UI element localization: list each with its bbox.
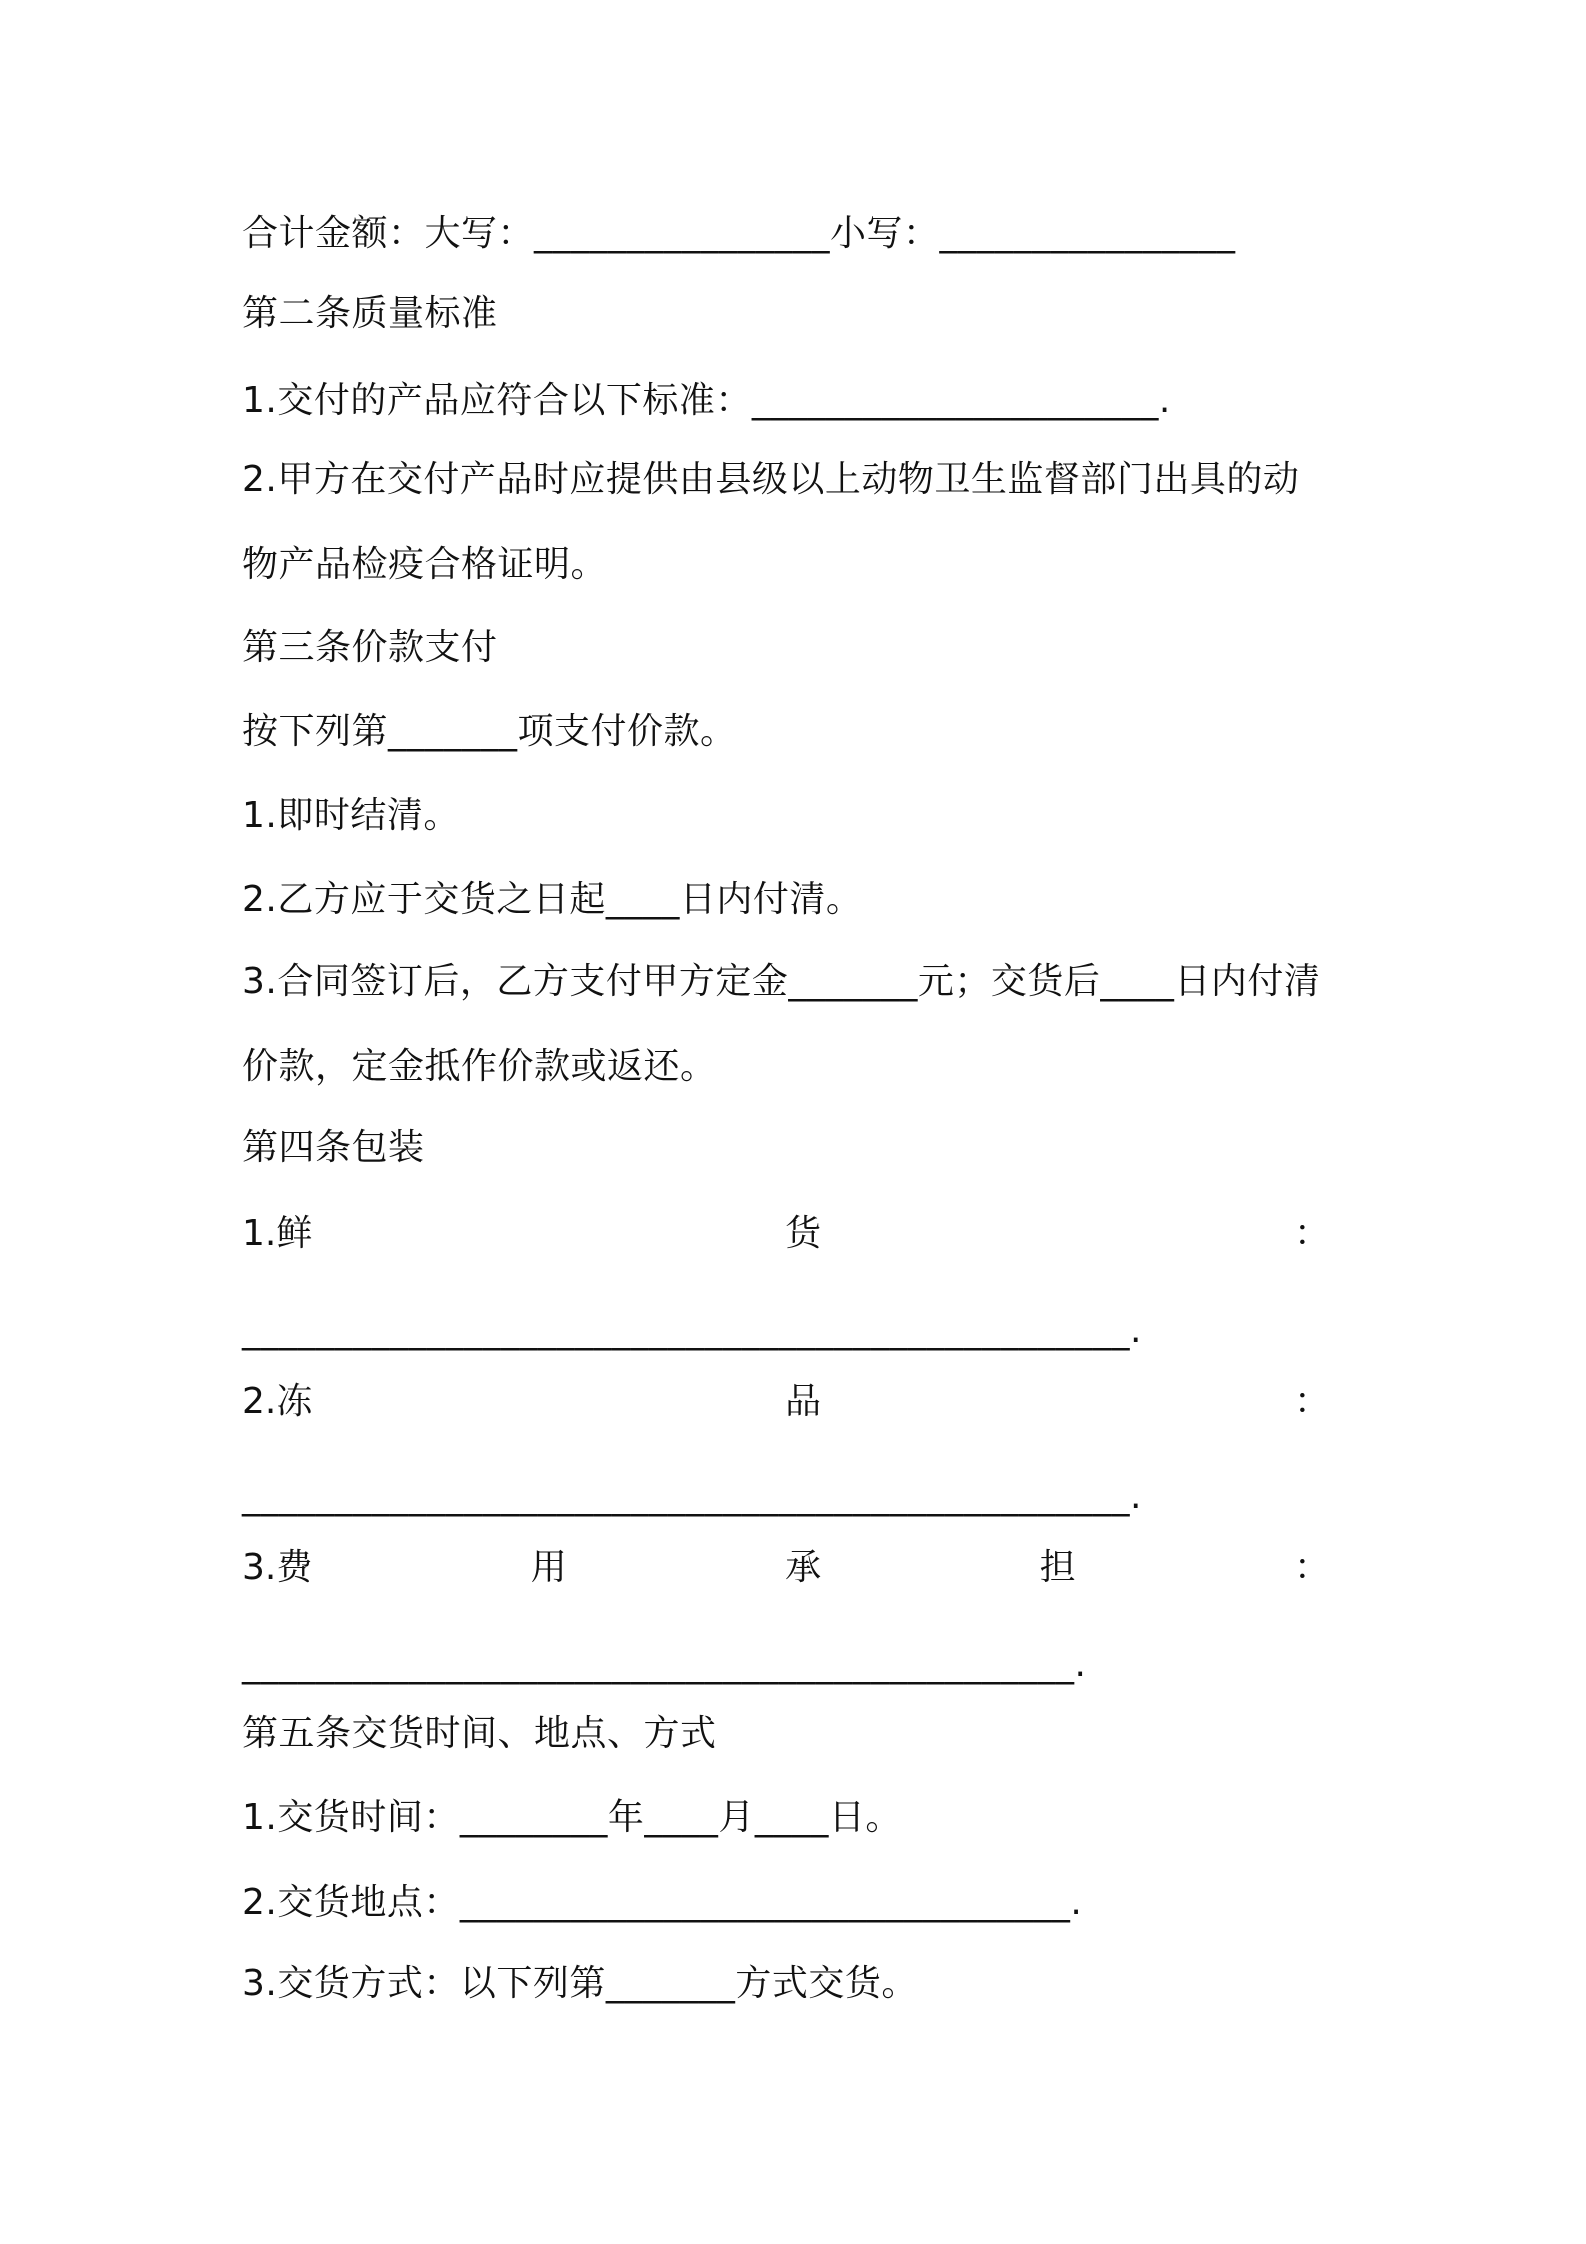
payment-item-3-line-1: 3.合同签订后，乙方支付甲方定金_______元；交货后____日内付清 bbox=[242, 961, 1321, 1002]
delivery-place-line: 2.交货地点：_________________________________. bbox=[242, 1882, 1083, 1923]
cost-bearing-label bbox=[242, 1544, 1330, 1592]
cost-bearing-blank: _____________________________________________. bbox=[242, 1644, 1087, 1685]
cost-bearing-part-3: 承 bbox=[785, 1547, 822, 1588]
article-4-heading: 第四条包装 bbox=[242, 1127, 425, 1168]
payment-item-1: 1.即时结清。 bbox=[242, 795, 460, 836]
total-amount-line: 合计金额：大写：________________小写：________________ bbox=[242, 213, 1236, 254]
payment-option-line: 按下列第_______项支付价款。 bbox=[242, 711, 737, 752]
packaging-fresh-label bbox=[242, 1210, 1330, 1258]
article-3-heading: 第三条价款支付 bbox=[242, 627, 498, 668]
quality-standard-line: 1.交付的产品应符合以下标准：______________________. bbox=[242, 380, 1171, 421]
cost-bearing-part-1: 3.费 bbox=[242, 1547, 313, 1588]
packaging-fresh-part-2: 货 bbox=[785, 1213, 822, 1254]
delivery-time-line: 1.交货时间：________年____月____日。 bbox=[242, 1797, 902, 1838]
cost-bearing-part-4: 担 bbox=[1039, 1547, 1076, 1588]
packaging-frozen-part-3: ： bbox=[1293, 1381, 1330, 1422]
article-2-heading: 第二条质量标准 bbox=[242, 293, 498, 334]
quarantine-line-1: 2.甲方在交付产品时应提供由县级以上动物卫生监督部门出具的动 bbox=[242, 459, 1300, 500]
packaging-fresh-blank: ________________________________________________. bbox=[242, 1310, 1142, 1351]
packaging-frozen-label bbox=[242, 1378, 1330, 1426]
packaging-frozen-blank: ________________________________________________. bbox=[242, 1476, 1142, 1517]
payment-item-3-line-2: 价款，定金抵作价款或返还。 bbox=[242, 1046, 717, 1087]
packaging-frozen-part-2: 品 bbox=[785, 1381, 822, 1422]
packaging-fresh-part-1: 1.鲜 bbox=[242, 1213, 313, 1254]
cost-bearing-part-2: 用 bbox=[530, 1547, 567, 1588]
quarantine-line-2: 物产品检疫合格证明。 bbox=[242, 544, 608, 585]
packaging-frozen-part-1: 2.冻 bbox=[242, 1381, 313, 1422]
delivery-method-line: 3.交货方式：以下列第_______方式交货。 bbox=[242, 1963, 918, 2004]
packaging-fresh-part-3: ： bbox=[1293, 1213, 1330, 1254]
cost-bearing-part-5: ： bbox=[1293, 1547, 1330, 1588]
article-5-heading: 第五条交货时间、地点、方式 bbox=[242, 1713, 717, 1754]
payment-item-2: 2.乙方应于交货之日起____日内付清。 bbox=[242, 879, 863, 920]
